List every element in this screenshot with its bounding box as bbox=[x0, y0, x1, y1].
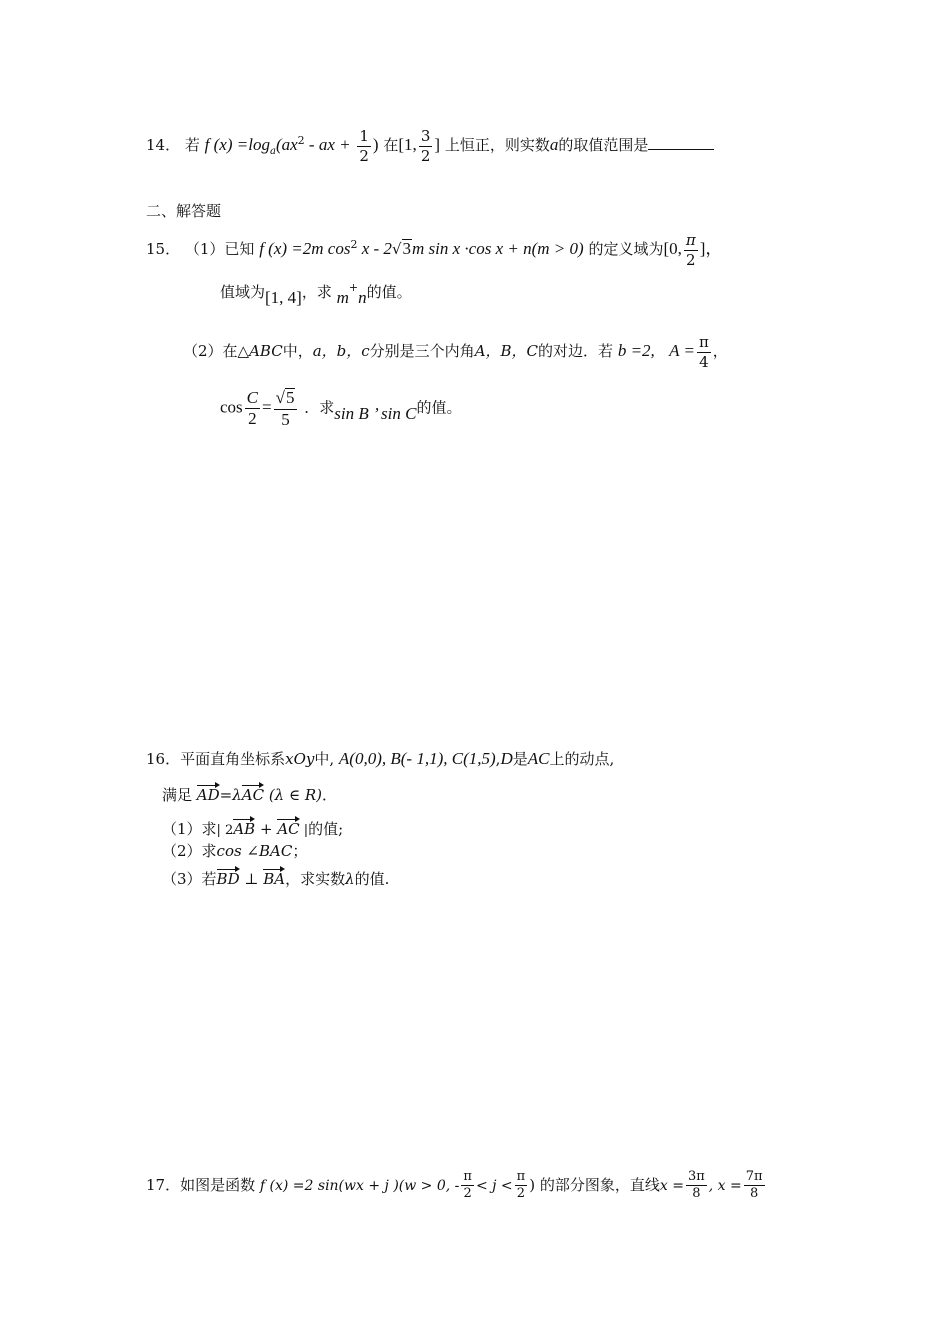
answer-blank bbox=[648, 135, 714, 150]
log-base: a bbox=[269, 146, 276, 157]
sub2-expr: cos ∠BAC bbox=[216, 842, 293, 860]
sin-product: sin B ’ sin C bbox=[334, 403, 417, 423]
sqrt-3: 3 bbox=[402, 239, 411, 258]
part2-text1: 中， bbox=[282, 342, 313, 360]
vector-AC-2: AC bbox=[277, 820, 300, 838]
exponent: 2 bbox=[297, 134, 305, 147]
fraction-7pi-8: $\frac{7\pi}{8}$ bbox=[745, 1169, 763, 1202]
question-number: 17． bbox=[146, 1175, 181, 1194]
sides: a，b，c bbox=[312, 342, 370, 360]
plus-sign: + bbox=[348, 281, 359, 294]
question-16 bbox=[146, 750, 614, 767]
sub1-expr-post: | bbox=[299, 823, 309, 838]
n-var: n bbox=[358, 288, 367, 307]
point-D: D bbox=[500, 749, 513, 768]
part1-function: f (x) =2m cos bbox=[259, 239, 351, 258]
sub3-text: ，求实数 bbox=[285, 870, 346, 888]
x-equals-2: , x = bbox=[708, 1177, 742, 1194]
question-16-sub2 bbox=[162, 844, 307, 859]
fraction-A: $\frac{\pi}{4}$ bbox=[698, 333, 709, 371]
points: A(0,0), B(- 1,1), C(1,5) bbox=[338, 749, 496, 768]
vector-AC: AC bbox=[241, 786, 265, 804]
A-equals: A = bbox=[669, 341, 695, 360]
sub1-end: 的值; bbox=[308, 820, 344, 838]
question-number: 15． bbox=[146, 240, 181, 258]
on-text: 是 bbox=[512, 750, 528, 768]
m-var: m bbox=[336, 288, 349, 307]
fraction-3pi-8: $\frac{3\pi}{8}$ bbox=[687, 1169, 705, 1202]
part2-label: （2）在 bbox=[183, 342, 238, 360]
part1-function2: x - 2 bbox=[357, 239, 392, 258]
question-16-condition bbox=[162, 784, 337, 803]
function-lhs: f (x) =log bbox=[204, 135, 270, 154]
sub2-end: ； bbox=[292, 842, 308, 860]
less-than: < j < bbox=[475, 1177, 513, 1194]
range-after: ，求 bbox=[301, 283, 332, 301]
moving-text: 上的动点, bbox=[549, 750, 615, 768]
sub3-end: 的值. bbox=[354, 870, 390, 888]
function: f (x) =2 sin(wx + j )(w > 0, - bbox=[259, 1177, 460, 1194]
text-end: 的取值范围是 bbox=[558, 136, 649, 154]
part1-label: （1）已知 bbox=[184, 240, 255, 258]
function-arg-mid: - ax + bbox=[304, 135, 351, 154]
fraction-pi-half-2: $\frac{\pi}{2}$ bbox=[516, 1169, 526, 1202]
part2-end: 的值。 bbox=[416, 398, 462, 417]
intro: 平面直角坐标系 bbox=[180, 750, 286, 768]
angles: A，B，C bbox=[474, 342, 539, 360]
question-15-range bbox=[220, 281, 412, 307]
cos-equals: = bbox=[262, 397, 272, 417]
text-after: 上恒正，则实数 bbox=[444, 136, 550, 154]
sub1-plus: + bbox=[255, 820, 278, 838]
segment-AC: AC bbox=[527, 749, 550, 768]
fraction-half: $\frac{1}{2}$ bbox=[359, 127, 369, 165]
domain-open: [0, bbox=[663, 239, 682, 258]
part2-mid: ．求 bbox=[304, 398, 335, 417]
question-number: 14． bbox=[146, 136, 181, 154]
close-paren: ) bbox=[529, 1175, 536, 1194]
question-number: 16． bbox=[146, 750, 181, 768]
fraction-interval: $\frac{3}{2}$ bbox=[420, 127, 431, 165]
question-15-part1: 15． （1）已知 f (x) =2m $\cos^2 x - 2√3m$ sin x ·cos x + n(m > 0) 的定义域为[0, $\frac{\pi}{2}$ ]， bbox=[146, 231, 723, 269]
function-arg-open: (ax bbox=[275, 135, 298, 154]
function-arg-close: ) bbox=[372, 135, 379, 154]
sub3-label: （3）若 bbox=[162, 870, 217, 888]
vector-AB: AB bbox=[233, 820, 256, 838]
range-text: 值域为 bbox=[220, 283, 266, 301]
question-lead: 如图是函数 bbox=[180, 1175, 256, 1194]
text: 的部分图象，直线 bbox=[539, 1175, 660, 1194]
lambda-condition: (λ ∈ R) bbox=[268, 786, 322, 804]
question-14 bbox=[146, 128, 714, 164]
domain-close: ]， bbox=[699, 239, 723, 258]
question-15-part2 bbox=[183, 334, 728, 370]
sub1-expr-pre: | 2 bbox=[216, 823, 234, 838]
sub1-label: （1）求 bbox=[162, 820, 217, 838]
part1-function3: m sin x ·cos x + n(m > 0) bbox=[412, 239, 584, 258]
part2-text2: 分别是三个内角 bbox=[369, 342, 475, 360]
vector-BA: BA bbox=[263, 870, 286, 888]
domain-text: 的定义域为 bbox=[588, 240, 664, 258]
x-equals-1: x = bbox=[659, 1177, 684, 1194]
range-value: [1, 4] bbox=[265, 288, 302, 307]
cos-exponent: 2 bbox=[350, 238, 358, 251]
equals-lambda: =λ bbox=[219, 786, 242, 804]
perpendicular: ⊥ bbox=[244, 870, 259, 888]
period: ． bbox=[321, 786, 337, 804]
part1-end: 的值。 bbox=[366, 283, 412, 301]
fraction-domain: $\frac{\pi}{2}$ bbox=[685, 231, 696, 269]
in-text: 在 bbox=[383, 136, 399, 154]
triangle: △ABC bbox=[237, 342, 283, 360]
vector-AD: AD bbox=[196, 786, 220, 804]
comma: , bbox=[495, 750, 501, 768]
vector-BD: BD bbox=[216, 870, 240, 888]
interval-open: [1, bbox=[398, 135, 417, 154]
section-title: 二、解答题 bbox=[146, 202, 222, 220]
fraction-sqrt5: $\frac{√5}{5}$ bbox=[274, 388, 298, 429]
question-16-sub3 bbox=[162, 868, 389, 887]
variable-a: a bbox=[549, 135, 559, 154]
question-lead: 若 bbox=[184, 136, 200, 154]
intro2: 中, bbox=[314, 750, 335, 768]
A-after: ， bbox=[712, 342, 728, 360]
part2-text3: 的对边．若 bbox=[538, 342, 614, 360]
fraction-pi-half-1: $\frac{\pi}{2}$ bbox=[463, 1169, 472, 1202]
lambda: λ bbox=[345, 870, 355, 888]
sub2-label: （2）求 bbox=[162, 842, 217, 860]
question-16-sub1 bbox=[162, 818, 343, 837]
satisfy-text: 满足 bbox=[162, 786, 193, 804]
interval-close: ] bbox=[434, 135, 441, 154]
cos-label: cos bbox=[220, 397, 243, 417]
fraction-cos: $\frac{C}{2}$ bbox=[246, 387, 259, 429]
question-15-cos bbox=[220, 388, 461, 429]
b-equals: b =2, bbox=[617, 341, 655, 360]
xOy: xOy bbox=[285, 750, 315, 768]
question-17 bbox=[146, 1170, 767, 1202]
